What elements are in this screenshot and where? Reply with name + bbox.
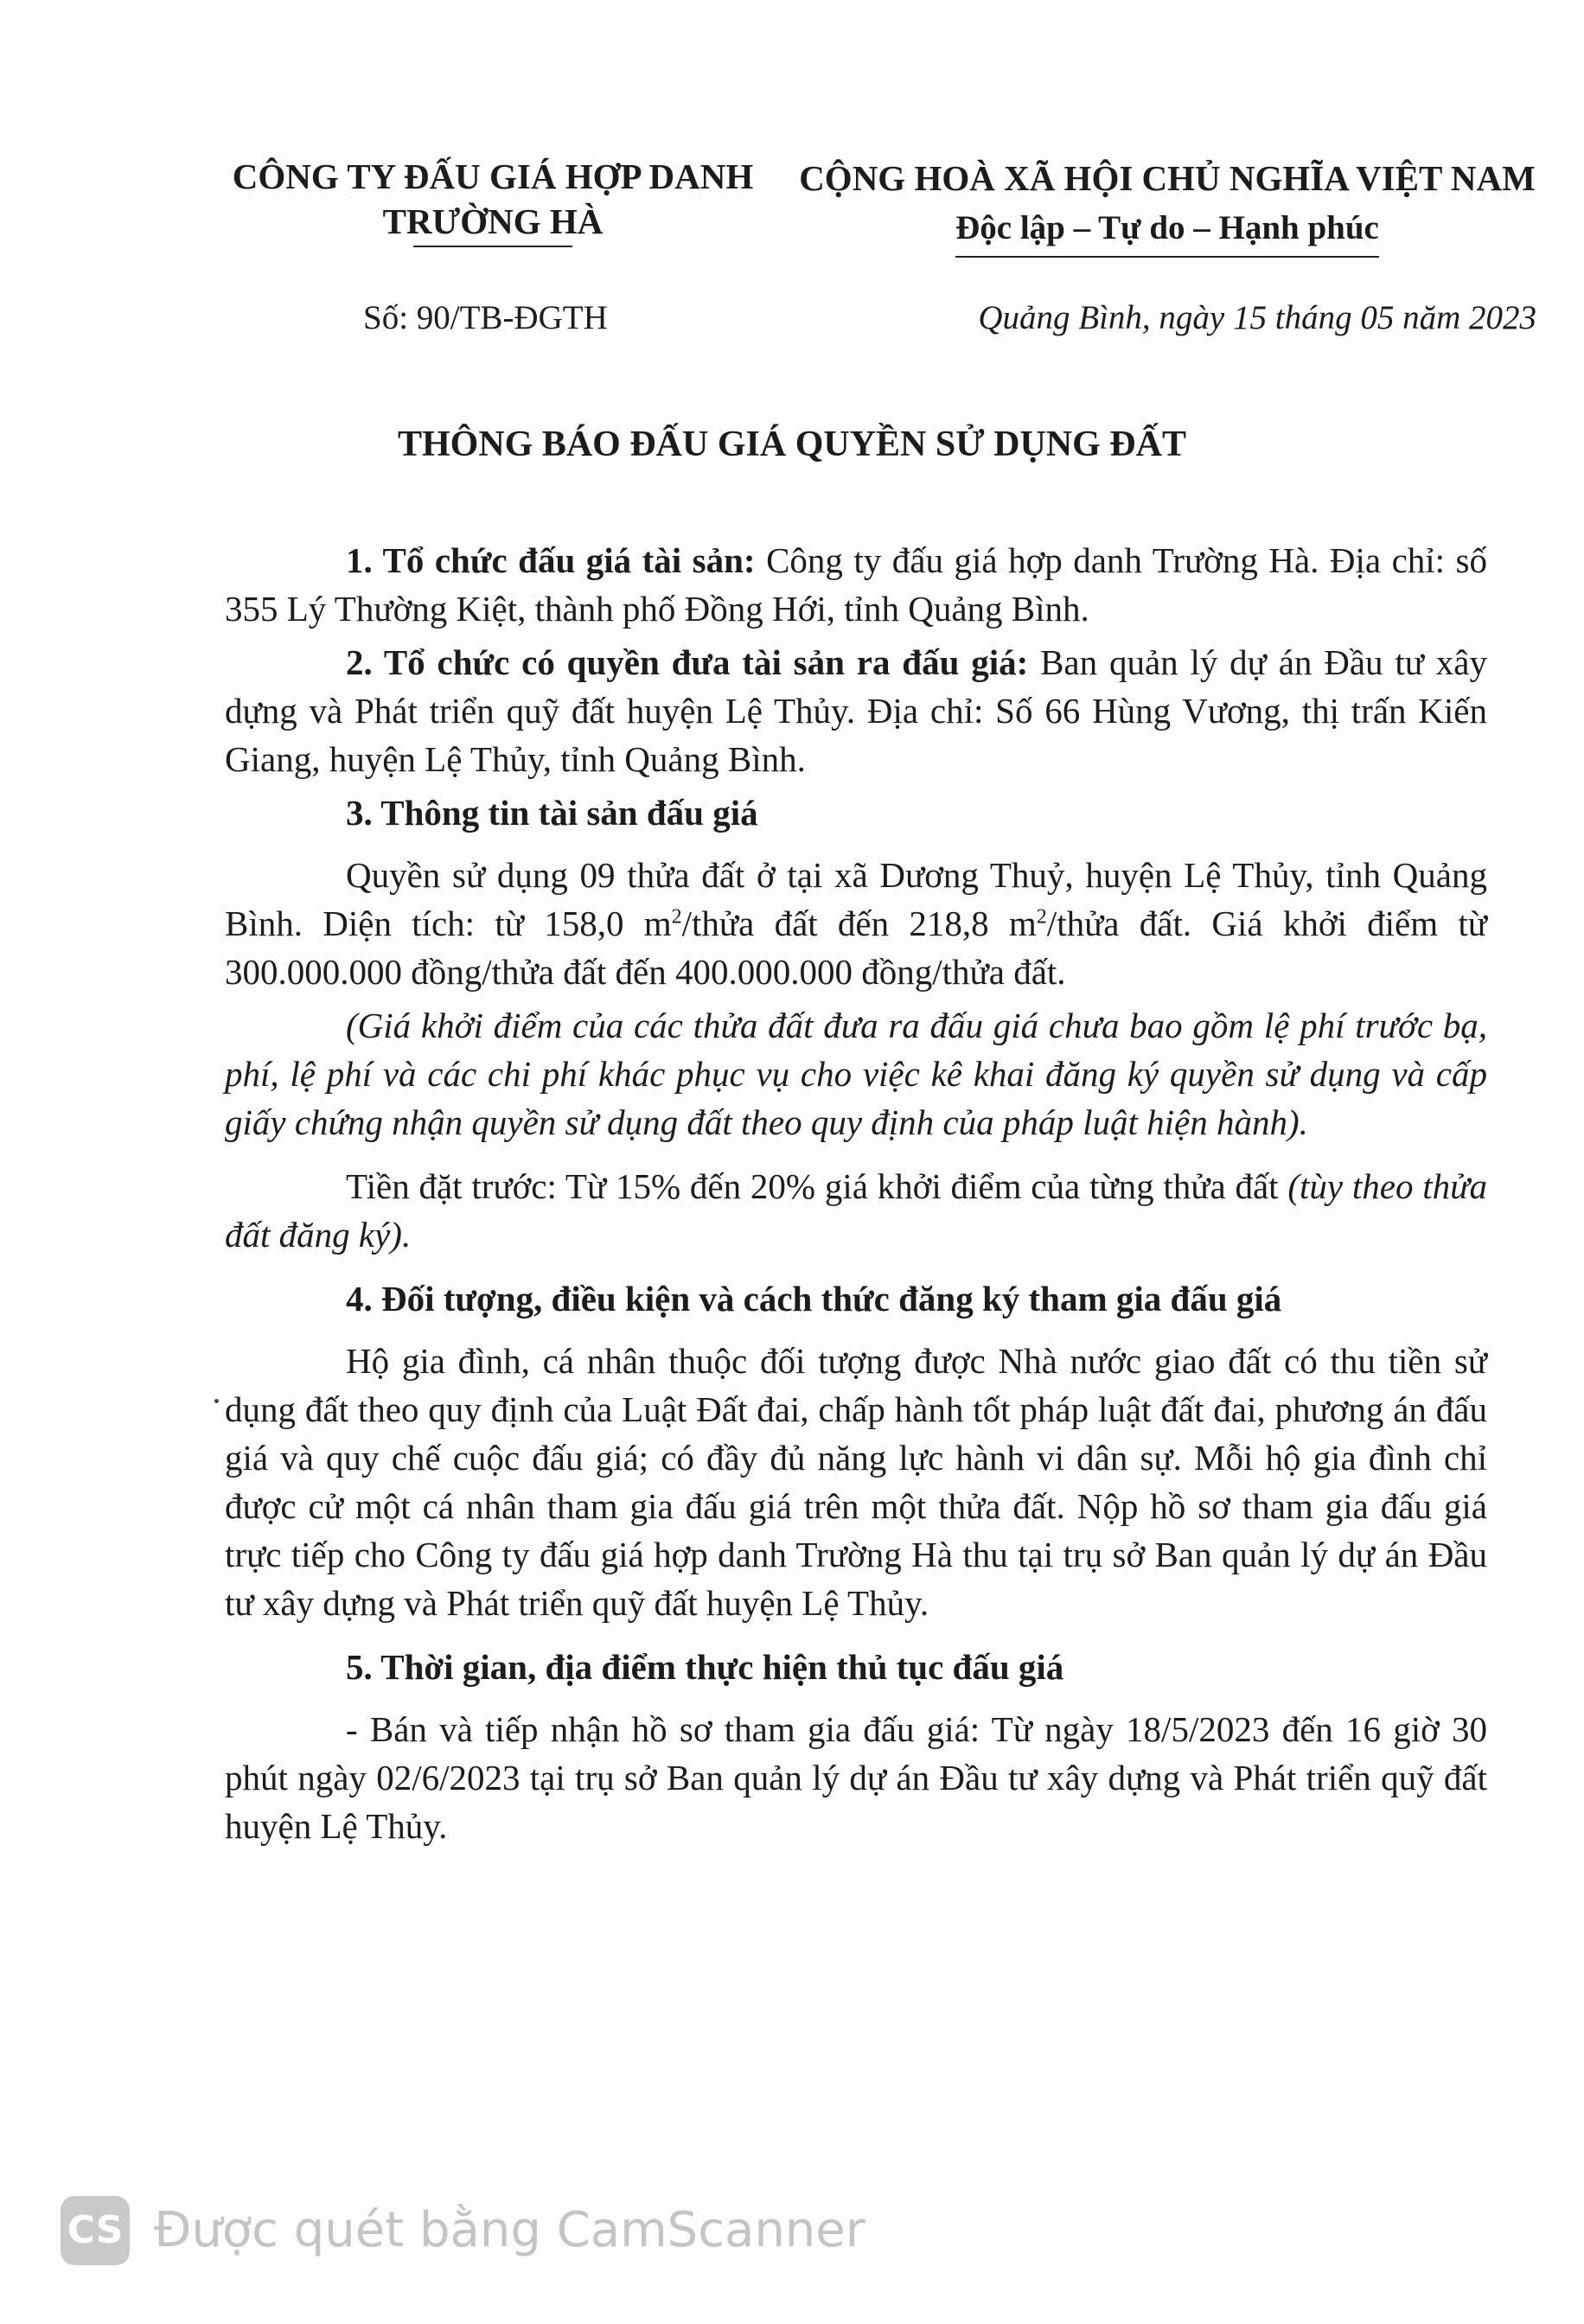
section-3-note: (Giá khởi điểm của các thửa đất đưa ra đấu giá chưa bao gồm lệ phí trước bạ, phí, lệ phí và các chi phí khác phục vụ cho việc kê khai đăng ký quyền sử dụng và cấp giấy chứng nhận quyền sử dụng đất theo quy định của pháp luật hiện hành). <box>225 1006 1487 1142</box>
section-3-deposit <box>225 1162 1487 1259</box>
superscript-2: 2 <box>1036 905 1047 929</box>
section-5-text: - Bán và tiếp nhận hồ sơ tham gia đấu giá: Từ ngày 18/5/2023 đến 16 giờ 30 phút ngày 02/6/2023 tại trụ sở Ban quản lý dự án Đầu tư xây dựng và Phát triển quỹ đất huyện Lệ Thủy. <box>225 1709 1487 1846</box>
issuer-name-line2: TRƯỜNG HÀ <box>383 199 604 244</box>
national-heading <box>782 154 1552 252</box>
deposit-note: (tùy theo thửa đất đăng ký). <box>225 1166 1487 1255</box>
camscanner-logo-icon: CS <box>61 2196 130 2265</box>
section-1-heading: 1. Tổ chức đấu giá tài sản: <box>346 540 756 580</box>
asset-info-part-a: Quyền sử dụng 09 thửa đất ở tại xã Dương Thuỷ, huyện Lệ Thủy, tỉnh Quảng Bình. Diện tích: từ 158,0 m <box>225 855 1487 943</box>
camscanner-watermark <box>61 2196 865 2265</box>
section-2-text: Ban quản lý dự án Đầu tư xây dựng và Phát triển quỹ đất huyện Lệ Thủy. Địa chỉ: Số 66 Hùng Vương, thị trấn Kiến Giang, huyện Lệ Thủy, tỉnh Quảng Bình. <box>225 642 1488 779</box>
national-motto: Độc lập – Tự do – Hạnh phúc <box>955 204 1379 252</box>
watermark-text: Được quét bằng CamScanner <box>154 2202 865 2258</box>
section-5-heading: 5. Thời gian, địa điểm thực hiện thủ tục đấu giá <box>346 1647 1064 1687</box>
asset-info-part-c: /thửa đất. Giá khởi điểm từ 300.000.000 đồng/thửa đất đến 400.000.000 đồng/thửa đất. <box>225 903 1488 992</box>
place-date: Quảng Bình, ngày 15 tháng 05 năm 2023 <box>978 299 1536 336</box>
section-3-asset-info <box>225 851 1487 996</box>
nation-name: CỘNG HOÀ XÃ HỘI CHỦ NGHĨA VIỆT NAM <box>799 158 1536 198</box>
section-2-heading: 2. Tổ chức có quyền đưa tài sản ra đấu giá: <box>346 642 1029 682</box>
issuer-name-line1: CÔNG TY ĐẤU GIÁ HỢP DANH <box>232 156 754 196</box>
section-2 <box>225 638 1487 783</box>
section-1 <box>225 536 1487 633</box>
scan-speck <box>214 1399 219 1403</box>
deposit-text: Tiền đặt trước: Từ 15% đến 20% giá khởi điểm của từng thửa đất <box>346 1166 1288 1206</box>
issuer-block <box>216 154 770 244</box>
document-body <box>225 536 1487 1855</box>
section-3-heading: 3. Thông tin tài sản đấu giá <box>346 793 758 833</box>
section-4-heading: 4. Đối tượng, điều kiện và cách thức đăng ký tham gia đấu giá <box>346 1279 1282 1318</box>
superscript-2: 2 <box>671 905 682 929</box>
section-1-text: Công ty đấu giá hợp danh Trường Hà. Địa chỉ: số 355 Lý Thường Kiệt, thành phố Đồng Hới, tỉnh Quảng Bình. <box>225 540 1488 629</box>
section-4-text: Hộ gia đình, cá nhân thuộc đối tượng được Nhà nước giao đất có thu tiền sử dụng đất theo quy định của Luật Đất đai, chấp hành tốt pháp luật đất đai, phương án đấu giá và quy chế cuộc đấu giá; có đầy đủ năng lực hành vi dân sự. Mỗi hộ gia đình chỉ được cử một cá nhân tham gia đấu giá trên một thửa đất. Nộp hồ sơ tham gia đấu giá trực tiếp cho Công ty đấu giá hợp danh Trường Hà thu tại trụ sở Ban quản lý dự án Đầu tư xây dựng và Phát triển quỹ đất huyện Lệ Thủy. <box>225 1341 1487 1623</box>
asset-info-part-b: /thửa đất đến 218,8 m <box>681 903 1037 943</box>
document-number: Số: 90/TB-ĐGTH <box>363 299 608 336</box>
document-title: THÔNG BÁO ĐẤU GIÁ QUYỀN SỬ DỤNG ĐẤT <box>397 425 1186 464</box>
